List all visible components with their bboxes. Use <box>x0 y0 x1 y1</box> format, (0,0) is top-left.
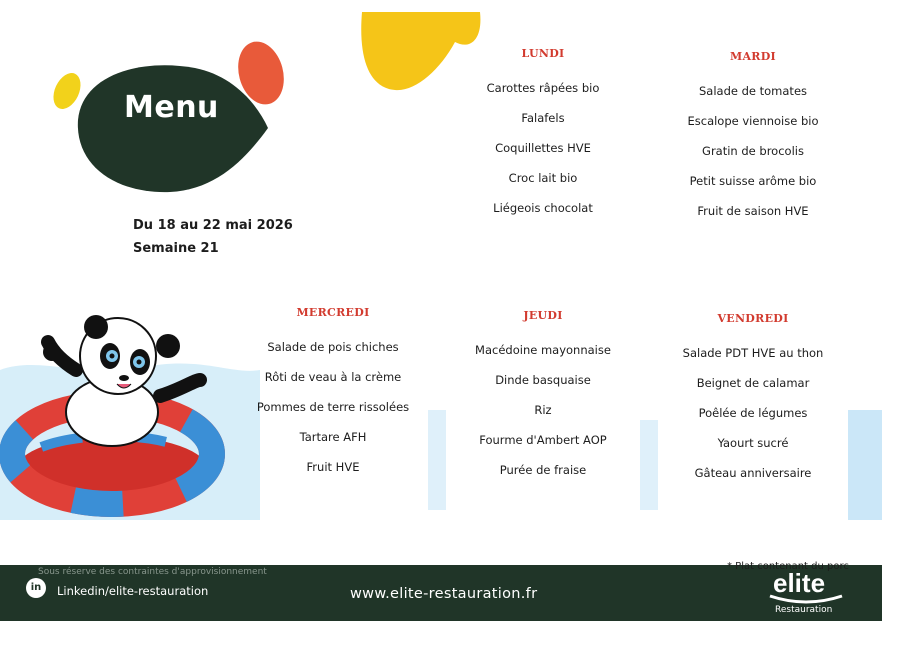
week-number: Semaine 21 <box>133 241 219 256</box>
day-column-vendredi <box>653 312 853 495</box>
dish-item: Coquillettes HVE <box>495 141 591 155</box>
dish-item: Salade de pois chiches <box>267 340 399 354</box>
dish-item: Salade de tomates <box>698 84 808 98</box>
day-column-mercredi <box>233 306 433 489</box>
supply-note: Sous réserve des contraintes d'approvisionnement <box>38 567 267 577</box>
menu-blob-shape <box>78 65 268 192</box>
day-title: JEUDI <box>523 309 563 322</box>
dish-item: Rôti de veau à la crème <box>264 370 402 384</box>
pork-note: * Plat contenant du porc <box>727 561 849 572</box>
date-block <box>133 214 293 260</box>
linkedin-icon[interactable]: in <box>26 578 46 598</box>
panda-illustration <box>12 315 212 504</box>
day-column-jeudi <box>443 309 643 492</box>
dish-item: Poêlée de légumes <box>698 406 808 420</box>
dish-item: Liégeois chocolat <box>493 201 593 215</box>
dish-item: Fourme d'Ambert AOP <box>479 433 607 447</box>
day-title: LUNDI <box>521 47 565 60</box>
day-title: MERCREDI <box>296 306 370 319</box>
dish-item: Tartare AFH <box>299 430 367 444</box>
dish-item: Fruit HVE <box>306 460 360 474</box>
day-column-mardi <box>653 50 853 233</box>
dish-item: Petit suisse arôme bio <box>689 174 817 188</box>
dish-item: Falafels <box>521 111 565 125</box>
date-range: Du 18 au 22 mai 2026 <box>133 218 293 233</box>
dish-item: Carottes râpées bio <box>486 81 600 95</box>
yellow-drop-shape <box>48 69 86 114</box>
dish-item: Croc lait bio <box>508 171 578 185</box>
dish-item: Purée de fraise <box>499 463 587 477</box>
day-column-lundi <box>443 47 643 230</box>
day-title: VENDREDI <box>717 312 789 325</box>
dish-item: Dinde basquaise <box>495 373 591 387</box>
dish-item: Gratin de brocolis <box>702 144 804 158</box>
dish-item: Gâteau anniversaire <box>694 466 812 480</box>
logo-subtitle: Restauration <box>775 605 833 615</box>
page-title: Menu <box>124 90 219 125</box>
day-title: MARDI <box>729 50 777 63</box>
logo-swoosh-icon <box>768 592 844 606</box>
dish-item: Macédoine mayonnaise <box>475 343 611 357</box>
website-link[interactable]: www.elite-restauration.fr <box>350 586 538 602</box>
dish-item: Salade PDT HVE au thon <box>682 346 824 360</box>
dish-item: Pommes de terre rissolées <box>256 400 410 414</box>
dish-item: Yaourt sucré <box>717 436 789 450</box>
dish-item: Escalope viennoise bio <box>687 114 819 128</box>
linkedin-link[interactable]: Linkedin/elite-restauration <box>57 584 209 598</box>
dish-item: Beignet de calamar <box>696 376 810 390</box>
dish-item: Fruit de saison HVE <box>697 204 809 218</box>
water-column-right <box>848 410 882 520</box>
elite-logo: elite <box>773 568 826 598</box>
dish-item: Riz <box>534 403 552 417</box>
